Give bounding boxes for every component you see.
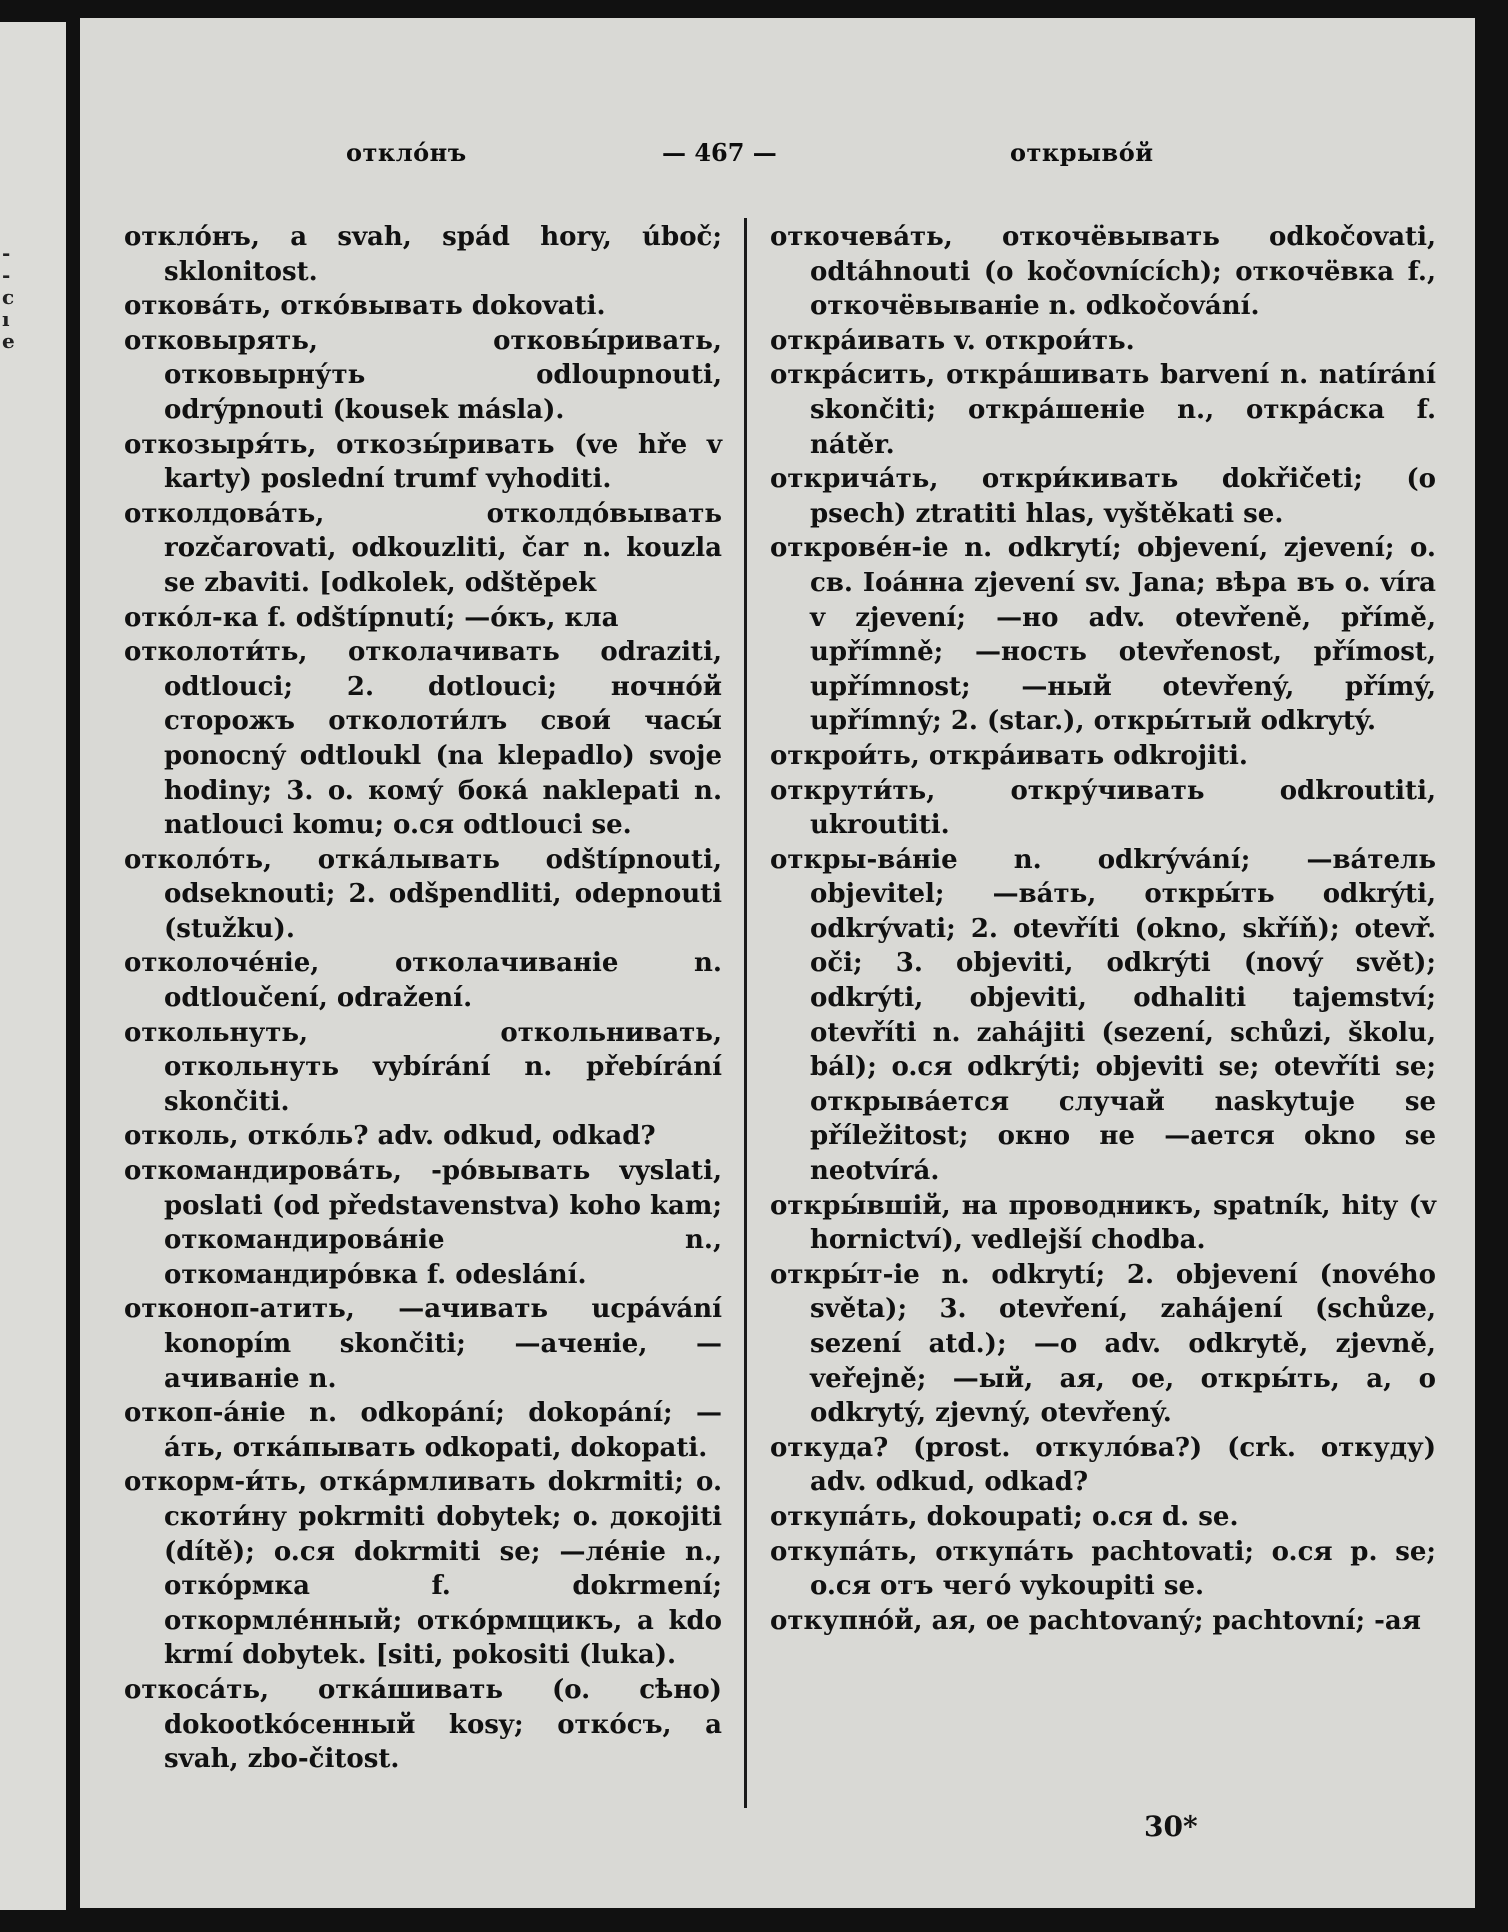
dictionary-entry: откупно́й, ая, ое pachtovaný; pachtovní; -ая: [770, 1605, 1421, 1636]
page-number: — 467 —: [662, 138, 777, 167]
dictionary-entry: откочева́ть, откочёвывать odkočovati, odtáhnouti (o kočovnících); откочёвка f., откочёвываніе n. odkočování.: [770, 222, 1436, 322]
running-header: [80, 138, 1475, 178]
dictionary-entry: открича́ть, откри́кивать dokřičeti; (o psech) ztratiti hlas, vyštěkati se.: [770, 464, 1436, 529]
left-column: [124, 220, 722, 1777]
dictionary-entry: открове́н-іе n. odkrytí; objevení, zjevení; o. св. Іоа́нна zjevení sv. Jana; вѣра въ o. víra v zjevení; —но adv. otevřeně, přímě, upřímně; —ность otevřenost, přímost, upřímnost; —ный otevřený, přímý, upřímný; 2. (star.), откры́тый odkrytý.: [770, 533, 1436, 737]
dictionary-entry: отколдова́ть, отколдо́вывать rozčarovati, odkouzliti, čar n. kouzla se zbaviti. [odkolek, odštěpek: [124, 498, 722, 598]
dictionary-entry: откова́ть, отко́вывать dokovati.: [124, 291, 606, 322]
dictionary-entry: откупа́ть, откупа́ть pachtovati; o.ся p. se; o.ся отъ чего́ vykoupiti se.: [770, 1536, 1436, 1602]
dictionary-entry: отколо́ть, отка́лывать odštípnouti, odseknouti; 2. odšpendliti, odepnouti (stužku).: [124, 844, 722, 944]
dictionary-entry: откры́т-іе n. odkrytí; 2. objevení (nového světa); 3. otevření, zahájení (schůze, sezení atd.); —о adv. odkrytě, zjevně, veřejně; —ый, ая, ое, откры́ть, a, o odkrytý, zjevný, otevřený.: [770, 1259, 1436, 1429]
dictionary-entry: откоп-а́ніе n. odkopání; dokopání; —а́ть, отка́пывать odkopati, dokopati.: [124, 1398, 722, 1463]
dictionary-entry: отколоче́ніе, отколачиваніе n. odtloučení, odražení.: [124, 948, 722, 1014]
dictionary-page: [80, 18, 1475, 1908]
right-column: [770, 220, 1436, 1638]
left-page-edge: [0, 22, 66, 1910]
dictionary-entry: откупа́ть, dokoupati; o.ся d. se.: [770, 1501, 1239, 1532]
dictionary-entry: отконоп-атить, —ачивать ucpávání konopím skončiti; —аченіе, —ачиваніе n.: [124, 1294, 722, 1394]
dictionary-entry: откры́вшій, на проводникъ, spatník, hity (v hornictví), vedlejší chodba.: [770, 1190, 1436, 1256]
dictionary-entry: откомандирова́ть, -ро́вывать vyslati, poslati (od představenstva) koho kam; откомандирова́ніе n., откомандиро́вка f. odeslání.: [124, 1156, 722, 1290]
dictionary-entry: откоса́ть, отка́шивать (o. сѣно) dokootkóсенный kosy; отко́съ, a svah, zbo-čitost.: [124, 1674, 722, 1775]
dictionary-entry: откозыря́ть, откозы́ривать (ve hře v karty) poslední trumf vyhoditi.: [124, 429, 722, 495]
dictionary-entry: отко́л-ка f. odštípnutí; —о́къ, кла: [124, 602, 619, 633]
header-left-guide-word: откло́нъ: [346, 138, 467, 167]
dictionary-entry: откло́нъ, a svah, spád hory, úboč; sklonitost.: [124, 222, 722, 287]
header-right-guide-word: открыво́й: [1010, 138, 1154, 167]
dictionary-entry: открути́ть, откру́чивать odkroutiti, ukroutiti.: [770, 775, 1436, 841]
dictionary-entry: откуда? (prost. откуло́ва?) (crk. откуду) adv. odkud, odkad?: [770, 1432, 1436, 1498]
dictionary-entry: отколоти́ть, отколачивать odraziti, odtlouci; 2. dotlouci; ночно́й сторожъ отколоти́лъ свои́ часы́ ponocný odtloukl (na klepadlo) svoje hodiny; 3. o. кому́ бока́ naklepati n. natlouci komu; o.ся odtlouci se.: [124, 637, 722, 841]
dictionary-entry: откра́сить, откра́шивать barvení n. natírání skončiti; откра́шеніе n., откра́ска f. nátěr.: [770, 360, 1436, 460]
signature-mark: 30*: [1144, 1810, 1198, 1843]
dictionary-entry: откольнуть, откольнивать, откольнуть vybírání n. přebírání skončiti.: [124, 1017, 722, 1117]
dictionary-entry: откры-ва́ніе n. odkrývání; —ва́тель objevitel; —ва́ть, откры́ть odkrýti, odkrývati; 2. otevříti (okno, skříň); otevř. oči; 3. objeviti, odkrýti (nový svět); odkrýti, objeviti, odhaliti tajemství; otevříti n. zahájiti (sezení, schůzi, školu, bál); o.ся odkrýti; objeviti se; otevříti se; открыва́ется случай naskytuje se příležitost; окно не —ается okno se neotvírá.: [770, 844, 1436, 1187]
dictionary-entry: откра́ивать v. открои́ть.: [770, 325, 1135, 356]
dictionary-entry: откорм-и́ть, отка́рмливать dokrmiti; o. скоти́ну pokrmiti dobytek; o. докојiti (dítě); o.ся dokrmiti se; —ле́ніе n., отко́рмка f. dokrmení; откормле́нный; отко́рмщикъ, a kdo krmí dobytek. [siti, pokositi (luka).: [124, 1467, 722, 1671]
dictionary-entry: отколь, отко́ль? adv. odkud, odkad?: [124, 1121, 656, 1152]
dictionary-entry: открои́ть, откра́ивать odkrojiti.: [770, 740, 1248, 771]
column-divider: [744, 218, 747, 1808]
dictionary-entry: отковырять, отковы́ривать, отковырну́ть odloupnouti, odrýpnouti (kousek másla).: [124, 325, 722, 425]
left-margin-marks: - - c ı e: [2, 241, 15, 353]
